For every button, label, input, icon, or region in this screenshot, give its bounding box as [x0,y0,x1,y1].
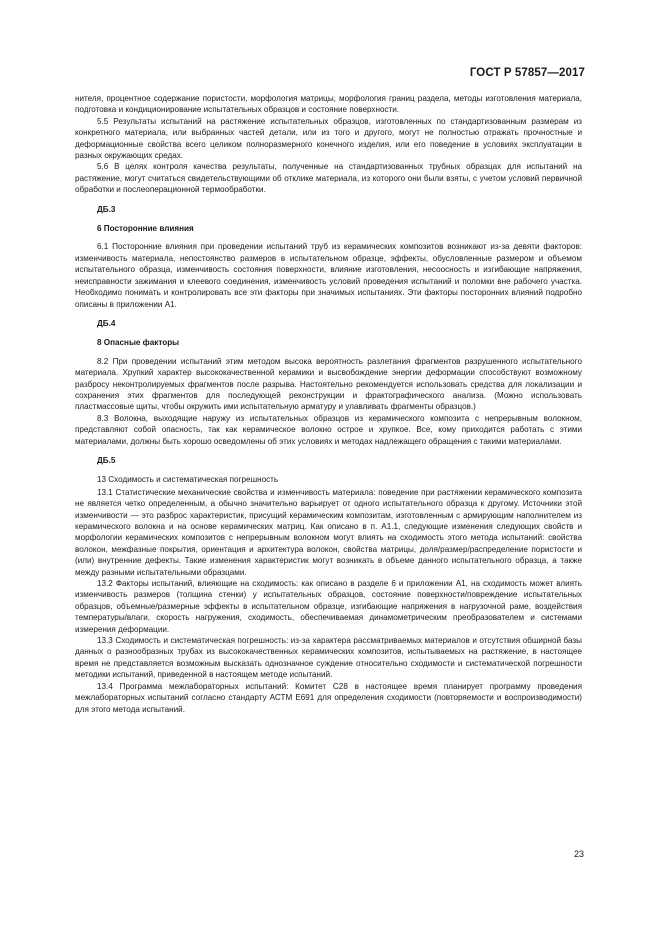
document-body [75,93,582,715]
paragraph: 13.2 Факторы испытаний, влияющие на сходимость: как описано в разделе 6 и приложении А1, на сходимость может влиять изменчивость размеров (толщина стенки) у испытательных образцов, состояние поверхности/повреждение испытательных образцов, объемные/размерные эффекты в испытательном образце, изгибающие напряжения в нагрузочной раме, воздействия температуры/влаги, скорость нагружения, сходимость, обеспечиваемая динамометрическим преобразователем и системами измерения деформации. [75,579,582,634]
page-number: 23 [573,849,584,859]
section-heading: 13 Сходимость и систематическая погрешность [97,475,279,485]
paragraph: 8.2 При проведении испытаний этим методом высока вероятность разлетания фрагментов разрушенного испытательного материала. Хрупкий характер высококачественной керамики и высвобождение энергии деформации способствуют возможному разбросу неконтролируемых фрагментов после разрыва. Настоятельно рекомендуется использовать средства для локализации и сохранения этих фрагментов для последующей реконструкции и фрактографического анализа. (Можно использовать пластмассовые щиты, чтобы окружить ими испытательную арматуру и улавливать фрагменты образцов.) [75,356,582,412]
section-label: ДБ.3 [97,204,116,214]
paragraph: 5.5 Результаты испытаний на растяжение испытательных образцов, изготовленных по стандартизованным размерам из конкретного материала, или выбранных частей детали, или из того и другого, могут не полностью отражать прочностные и деформационные свойства всего целиком полноразмерного конечного изделия, или его поведение в условиях эксплуатации в разных окружающих средах. [75,116,582,161]
paragraph: 13.4 Программа межлабораторных испытаний: Комитет С28 в настоящее время планирует программу проведения межлабораторных испытаний согласно стандарту АСТМ Е691 для определения сходимости (повторяемости и воспроизводимости) для этого метода испытаний. [75,681,582,714]
section-label: ДБ.5 [97,455,116,465]
paragraph: 8.3 Волокна, выходящие наружу из испытательных образцов из керамического композита с непрерывным волокном, представляют собой опасность, так как керамическое волокно острое и хрупкое. Все, кому приходится работать с этими материалами, должны быть хорошо осведомлены об этих условиях и методах надлежащего обращения с такими материалами. [75,413,582,446]
paragraph: нителя, процентное содержание пористости, морфология матрицы, морфология границ раздела, методы изготовления материала, подготовка и кондиционирование испытательных образцов и состояние поверхности. [75,94,582,115]
document-id: ГОСТ Р 57857—2017 [469,67,585,79]
paragraph: 5.6 В целях контроля качества результаты, полученные на стандартизованных трубных образцах для испытаний на растяжение, могут считаться свидетельствующими об отклике материала, из которого они были взяты, с учетом условий первичной обработки и послеоперационной термообработки. [75,162,582,195]
paragraph: 6.1 Посторонние влияния при проведении испытаний труб из керамических композитов возникают из-за девяти факторов: изменчивость материала, непостоянство размеров в испытательном образце, эффекты, обусловленные размером и объемом испытательного образца, изменчивость состояния поверхности, влияние изготовления, несоосность и изгибающие напряжения, неисправности зажимания и клеевого соединения, изменчивость условий проведения испытаний и поломки вне рабочего участка. Необходимо понимать и контролировать все эти факторы при значимых испытаниях. Эти факторы посторонних влияний подробно описаны в приложении А1. [75,242,582,309]
section-label: ДБ.4 [97,318,116,328]
section-heading: 8 Опасные факторы [97,338,180,348]
paragraph: 13.3 Сходимость и систематическая погрешность: из-за характера рассматриваемых материалов и отсутствия обширной базы данных о разнообразных трубах из высококачественных керамических композитов, испытываемых на растяжение, в настоящее время не представляется возможным высказать однозначное суждение относительно сходимости и систематической погрешности методики испытаний, приведенной в настоящем методе испытаний. [75,636,582,680]
section-heading: 6 Посторонние влияния [97,224,194,234]
paragraph: 13.1 Статистические механические свойства и изменчивость материала: поведение при растяжении керамического композита не является четко определенным, а обычно значительно варьирует от одного испытательного образца к другому. Источники этой изменчивости — это разброс характеристик, присущий керамическим композитам, изготовленным с армирующим наполнителем из керамического волокна и на основе керамических матриц. Как описано в п. А1.1, следующие изменения следующих свойств и морфологии керамических композитов с непрерывным волокном могут влиять на сходимость этого метода испытаний: свойства волокон, межфазные покрытия, ориентация и архитектура волокон, свойства матрицы, доля/размер/распределение пористости и (или) внутренние дефекты. Такие изменения характеристик могут возникать в объеме данного испытательного образца, а также между разными испытательными образцами. [75,487,582,577]
